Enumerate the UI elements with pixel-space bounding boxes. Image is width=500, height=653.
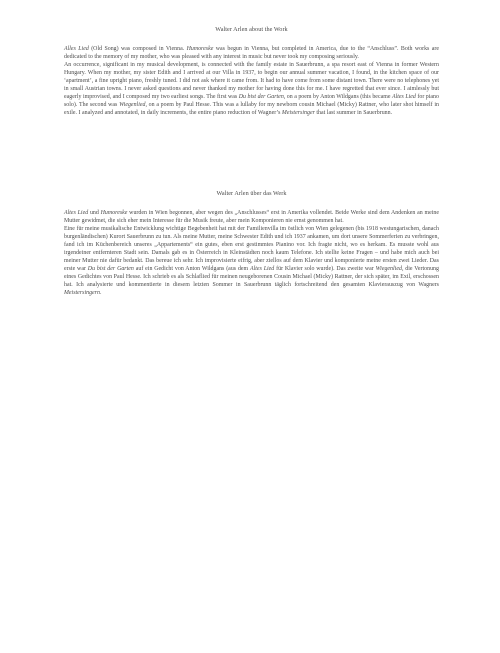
work-title: Meistersingern xyxy=(64,290,100,297)
body-text: für Klavier solo wurde). Das zweite war xyxy=(274,266,376,273)
work-title: Du bist der Garten xyxy=(87,266,134,273)
body-text: wurden in Wien begonnen, aber wegen des „Anschlusses“ erst in Amerika vollendet. Beide Werke sind dem Andenken an meine Mutter gewidmet, die sich eher mein Interesse für die Musik freute, aber mein Komponieren nie ernst genommen hat. xyxy=(64,210,439,225)
body-text: . xyxy=(99,290,102,297)
work-title: Altes Lied xyxy=(250,266,275,273)
work-title: Humoreske xyxy=(100,210,128,216)
work-title: Humoreske xyxy=(186,46,214,52)
body-text: , on a poem by Anton Wildgans (this became xyxy=(283,94,392,101)
body-text: und xyxy=(88,210,101,216)
body-text: Eine für meine musikalische Entwicklung wichtige Begebenheit hat mit der Familienvilla im östlich von Wien gelegenen (bis 1918 westungarischen, danach burgenländischen) Kurort Sauerbrunn zu tun. Als meine Mutter, meine Schwester Edith und ich 1937 ankamen, um dort unsere Sommerferien zu verbringen, fand ich im Küchenbereich unseres „Appartements“ ein gutes, eben erst gestimmtes Pianino vor. Ich fragte nicht, wo es herkam. Es musste wohl aus irgendeiner entfernteren Stadt sein. Damals gab es in Österreich in Kleinstädten noch kaum Telefone. Ich stellte keine Fragen – und habe mich auch bei meiner Mutter nie dafür bedankt. Das bereue ich sehr. Ich improvisierte eifrig, aber ziellos auf dem Klavier und komponierte meine ersten zwei Lieder. Das erste war xyxy=(64,226,439,273)
work-title: Meistersinger xyxy=(281,110,315,117)
german-paragraph-1 xyxy=(64,209,439,225)
english-section xyxy=(64,26,439,117)
english-paragraph-2 xyxy=(64,61,439,117)
work-title: Alles Lied xyxy=(64,46,89,52)
body-text: was begun in Vienna, but completed in America, due to the “Anschluss”. Both works are dedicated to the memory of my mother, who was pleased with any interest in music but never took my composing seriously. xyxy=(64,46,439,61)
german-paragraph-2 xyxy=(64,225,439,297)
body-text: that last summer in Sauerbrunn. xyxy=(314,110,393,117)
body-text: An occurrence, significant in my musical development, is connected with the family estate in Sauerbrunn, a spa resort east of Vienna in former Western Hungary. When my mother, my sister Edith and I arrived at our Villa in 1937, to begin our annual summer vacation, I found, in the kitchen space of our ‘apartment’, a fine upright piano, freshly tuned. I did not ask where it came from. It had to have come from some distant town. There were no telephones yet in small Austrian towns. I never asked questions and never thanked my mother for having done this for me. I have regretted that ever since. I aimlessly but eagerly improvised, and I composed my two earliest songs. The first was xyxy=(64,62,439,101)
german-heading: Walter Arlen über das Werk xyxy=(216,190,287,197)
body-text: auf ein Gedicht von Anton Wildgans (aus dem xyxy=(133,266,250,273)
work-title: Altes Lied xyxy=(64,210,89,216)
body-text: , die Vertonung eines Gedichtes von Paul Hesse. Ich schrieb es als Schlaflied für meinen neugeborenen Cousin Michael (Micky) Rattner, der sich später, im Exil, erschossen hat. Ich analysierte und kommentierte in diesem letzten Sommer in Sauerbrunn täglich fortschreitend den gesamten Klavierauszug von Wagners xyxy=(64,266,439,289)
body-text: (Old Song) was composed in Vienna. xyxy=(88,46,187,52)
work-title: Wiegenlied xyxy=(375,266,402,273)
work-title: Du bist der Garten xyxy=(238,94,284,101)
english-heading: Walter Arlen about the Work xyxy=(215,26,288,33)
work-title: Altes Lied xyxy=(391,94,416,101)
work-title: Wiegenlied xyxy=(119,102,146,109)
english-paragraph-1 xyxy=(64,45,439,61)
body-text: , on a poem by Paul Hesse. This was a lullaby for my newborn cousin Michael (Micky) Rattner, who later shot himself in exile. I analyzed and annotated, in daily increments, the entire piano reduction of Wagner’s xyxy=(64,102,439,117)
body-text: for piano solo). The second was xyxy=(64,94,439,109)
german-section xyxy=(64,190,439,298)
